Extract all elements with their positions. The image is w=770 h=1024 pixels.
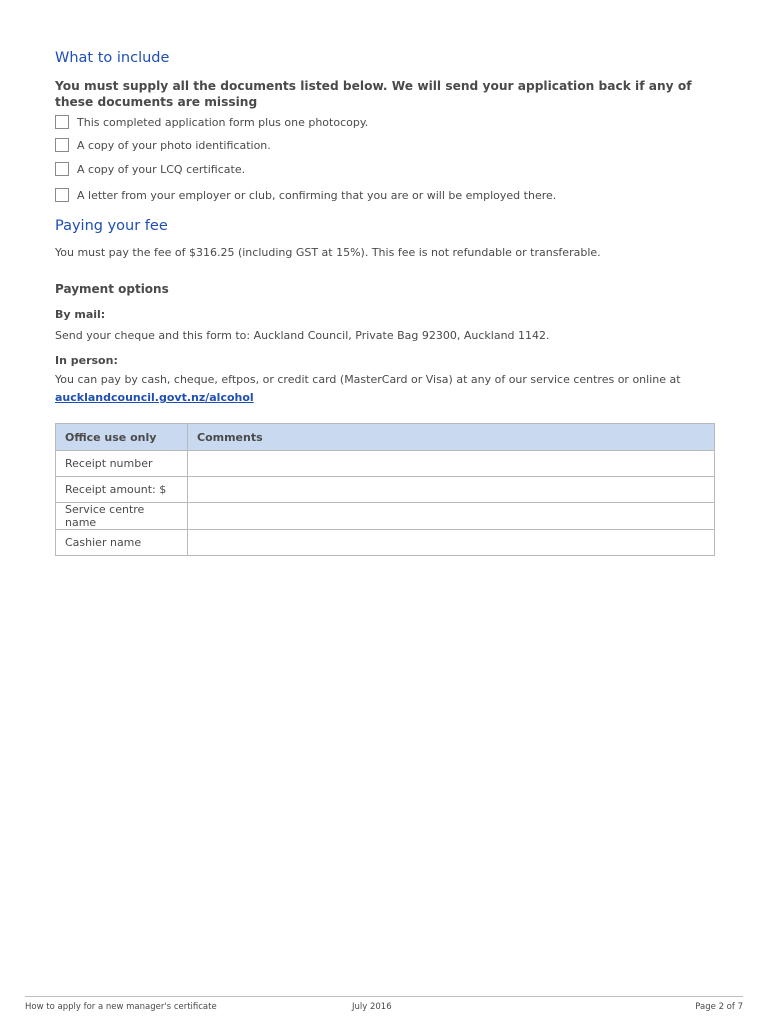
checklist-label: A copy of your LCQ certificate. <box>77 162 246 176</box>
checklist-label: A letter from your employer or club, confirming that you are or will be employed there. <box>77 188 557 202</box>
checklist-label: This completed application form plus one photocopy. <box>77 115 369 129</box>
checklist-item <box>55 138 271 152</box>
footer-divider <box>25 996 743 997</box>
checklist-label: A copy of your photo identification. <box>77 138 271 152</box>
row-label: Service centre name <box>56 503 188 530</box>
header-office-use-only: Office use only <box>56 424 188 451</box>
table-row <box>56 451 715 477</box>
header-comments: Comments <box>188 424 715 451</box>
table-row <box>56 503 715 530</box>
row-label: Receipt number <box>56 451 188 477</box>
comment-cell[interactable] <box>188 451 715 477</box>
checklist-item <box>55 115 368 129</box>
checkbox[interactable] <box>55 162 69 176</box>
row-label: Receipt amount: $ <box>56 477 188 503</box>
documents-intro: You must supply all the documents listed below. We will send your application back if any of these documents are missing <box>55 79 692 109</box>
payment-options-heading: Payment options <box>55 282 169 296</box>
footer-page-number: Page 2 of 7 <box>695 1002 743 1012</box>
fee-text: You must pay the fee of $316.25 (including GST at 15%). This fee is not refundable or transferable. <box>55 246 601 259</box>
checklist-item <box>55 188 556 202</box>
table-header-row <box>56 424 715 451</box>
checklist-item <box>55 162 245 176</box>
table-row <box>56 477 715 503</box>
by-mail-text: Send your cheque and this form to: Auckland Council, Private Bag 92300, Auckland 1142. <box>55 329 550 342</box>
row-label: Cashier name <box>56 530 188 556</box>
checkbox[interactable] <box>55 138 69 152</box>
section-heading-paying-your-fee: Paying your fee <box>55 218 168 234</box>
table-row <box>56 530 715 556</box>
by-mail-label: By mail: <box>55 308 106 321</box>
checkbox[interactable] <box>55 115 69 129</box>
alcohol-link[interactable]: aucklandcouncil.govt.nz/alcohol <box>55 391 254 404</box>
office-use-table <box>55 423 715 556</box>
comment-cell[interactable] <box>188 503 715 530</box>
footer-date: July 2016 <box>352 1002 392 1012</box>
in-person-text: You can pay by cash, cheque, eftpos, or credit card (MasterCard or Visa) at any of our service centres or online at <box>55 373 681 386</box>
footer-document-title: How to apply for a new manager's certificate <box>25 1002 217 1012</box>
comment-cell[interactable] <box>188 477 715 503</box>
checkbox[interactable] <box>55 188 69 202</box>
section-heading-what-to-include: What to include <box>55 50 170 66</box>
in-person-label: In person: <box>55 354 118 367</box>
comment-cell[interactable] <box>188 530 715 556</box>
